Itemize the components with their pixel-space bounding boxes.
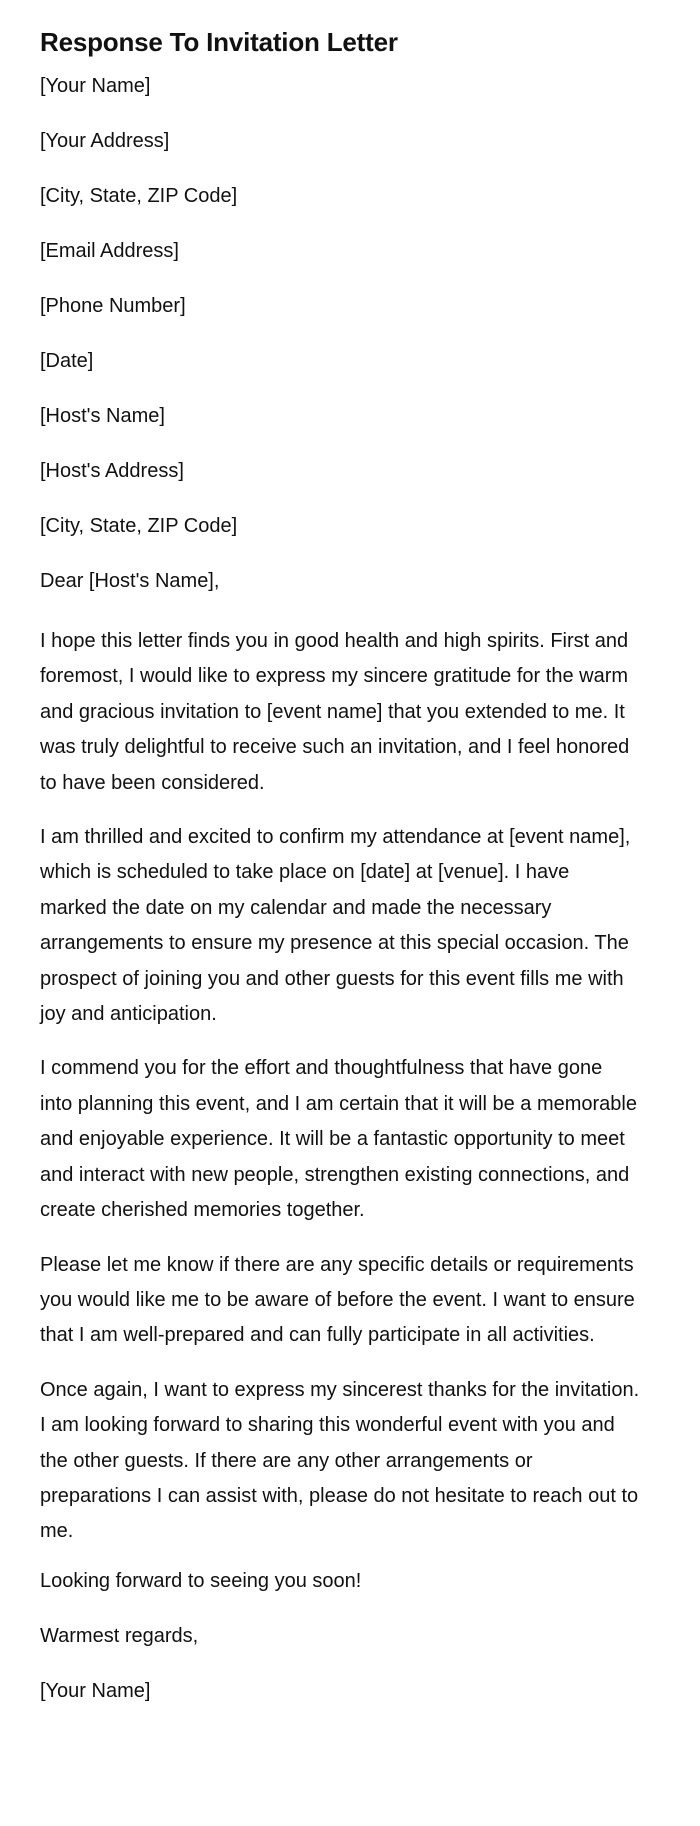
page-title: Response To Invitation Letter xyxy=(40,27,398,57)
sender-city-state-zip: [City, State, ZIP Code] xyxy=(40,185,238,207)
closing-line: Looking forward to seeing you soon! xyxy=(40,1569,362,1592)
recipient-address: [Host's Address] xyxy=(40,460,184,482)
paragraph-gratitude: I hope this letter finds you in good health and high spirits. First and foremost, I would like to express my sincere gratitude for the warm and gracious invitation to [event name] that you extended to me. It was truly delightful to receive such an invitation, and I feel honored to have been considered. xyxy=(40,630,630,794)
salutation: Dear [Host's Name], xyxy=(40,570,220,592)
sender-email: [Email Address] xyxy=(40,240,179,262)
recipient-city-state-zip: [City, State, ZIP Code] xyxy=(40,515,238,537)
paragraph-details-request: Please let me know if there are any specific details or requirements you would like me to be aware of before the event. I want to ensure that I am well-prepared and can fully participate in all activities. xyxy=(40,1253,635,1347)
recipient-name: [Host's Name] xyxy=(40,405,165,427)
sender-address: [Your Address] xyxy=(40,130,170,152)
sender-block xyxy=(40,74,660,373)
sign-off: Warmest regards, xyxy=(40,1624,199,1647)
recipient-block xyxy=(40,404,660,538)
sender-phone: [Phone Number] xyxy=(40,295,186,317)
signature: [Your Name] xyxy=(40,1679,151,1702)
paragraph-thanks: Once again, I want to express my sincerest thanks for the invitation. I am looking forward to sharing this wonderful event with you and the other guests. If there are any other arrangements or preparations I can assist with, please do not hesitate to reach out to me. xyxy=(40,1378,640,1543)
sender-name: [Your Name] xyxy=(40,75,151,97)
paragraph-commendation: I commend you for the effort and thoughtfulness that have gone into planning this event, and I am certain that it will be a memorable and enjoyable experience. It will be a fantastic opportunity to meet and interact with new people, strengthen existing connections, and create cherished memories together. xyxy=(40,1057,637,1222)
paragraph-confirmation: I am thrilled and excited to confirm my attendance at [event name], which is scheduled to take place on [date] at [venue]. I have marked the date on my calendar and made the necessary arrangements to ensure my presence at this special occasion. The prospect of joining you and other guests for this event fills me with joy and anticipation. xyxy=(40,826,631,1026)
letter-date: [Date] xyxy=(40,350,94,372)
